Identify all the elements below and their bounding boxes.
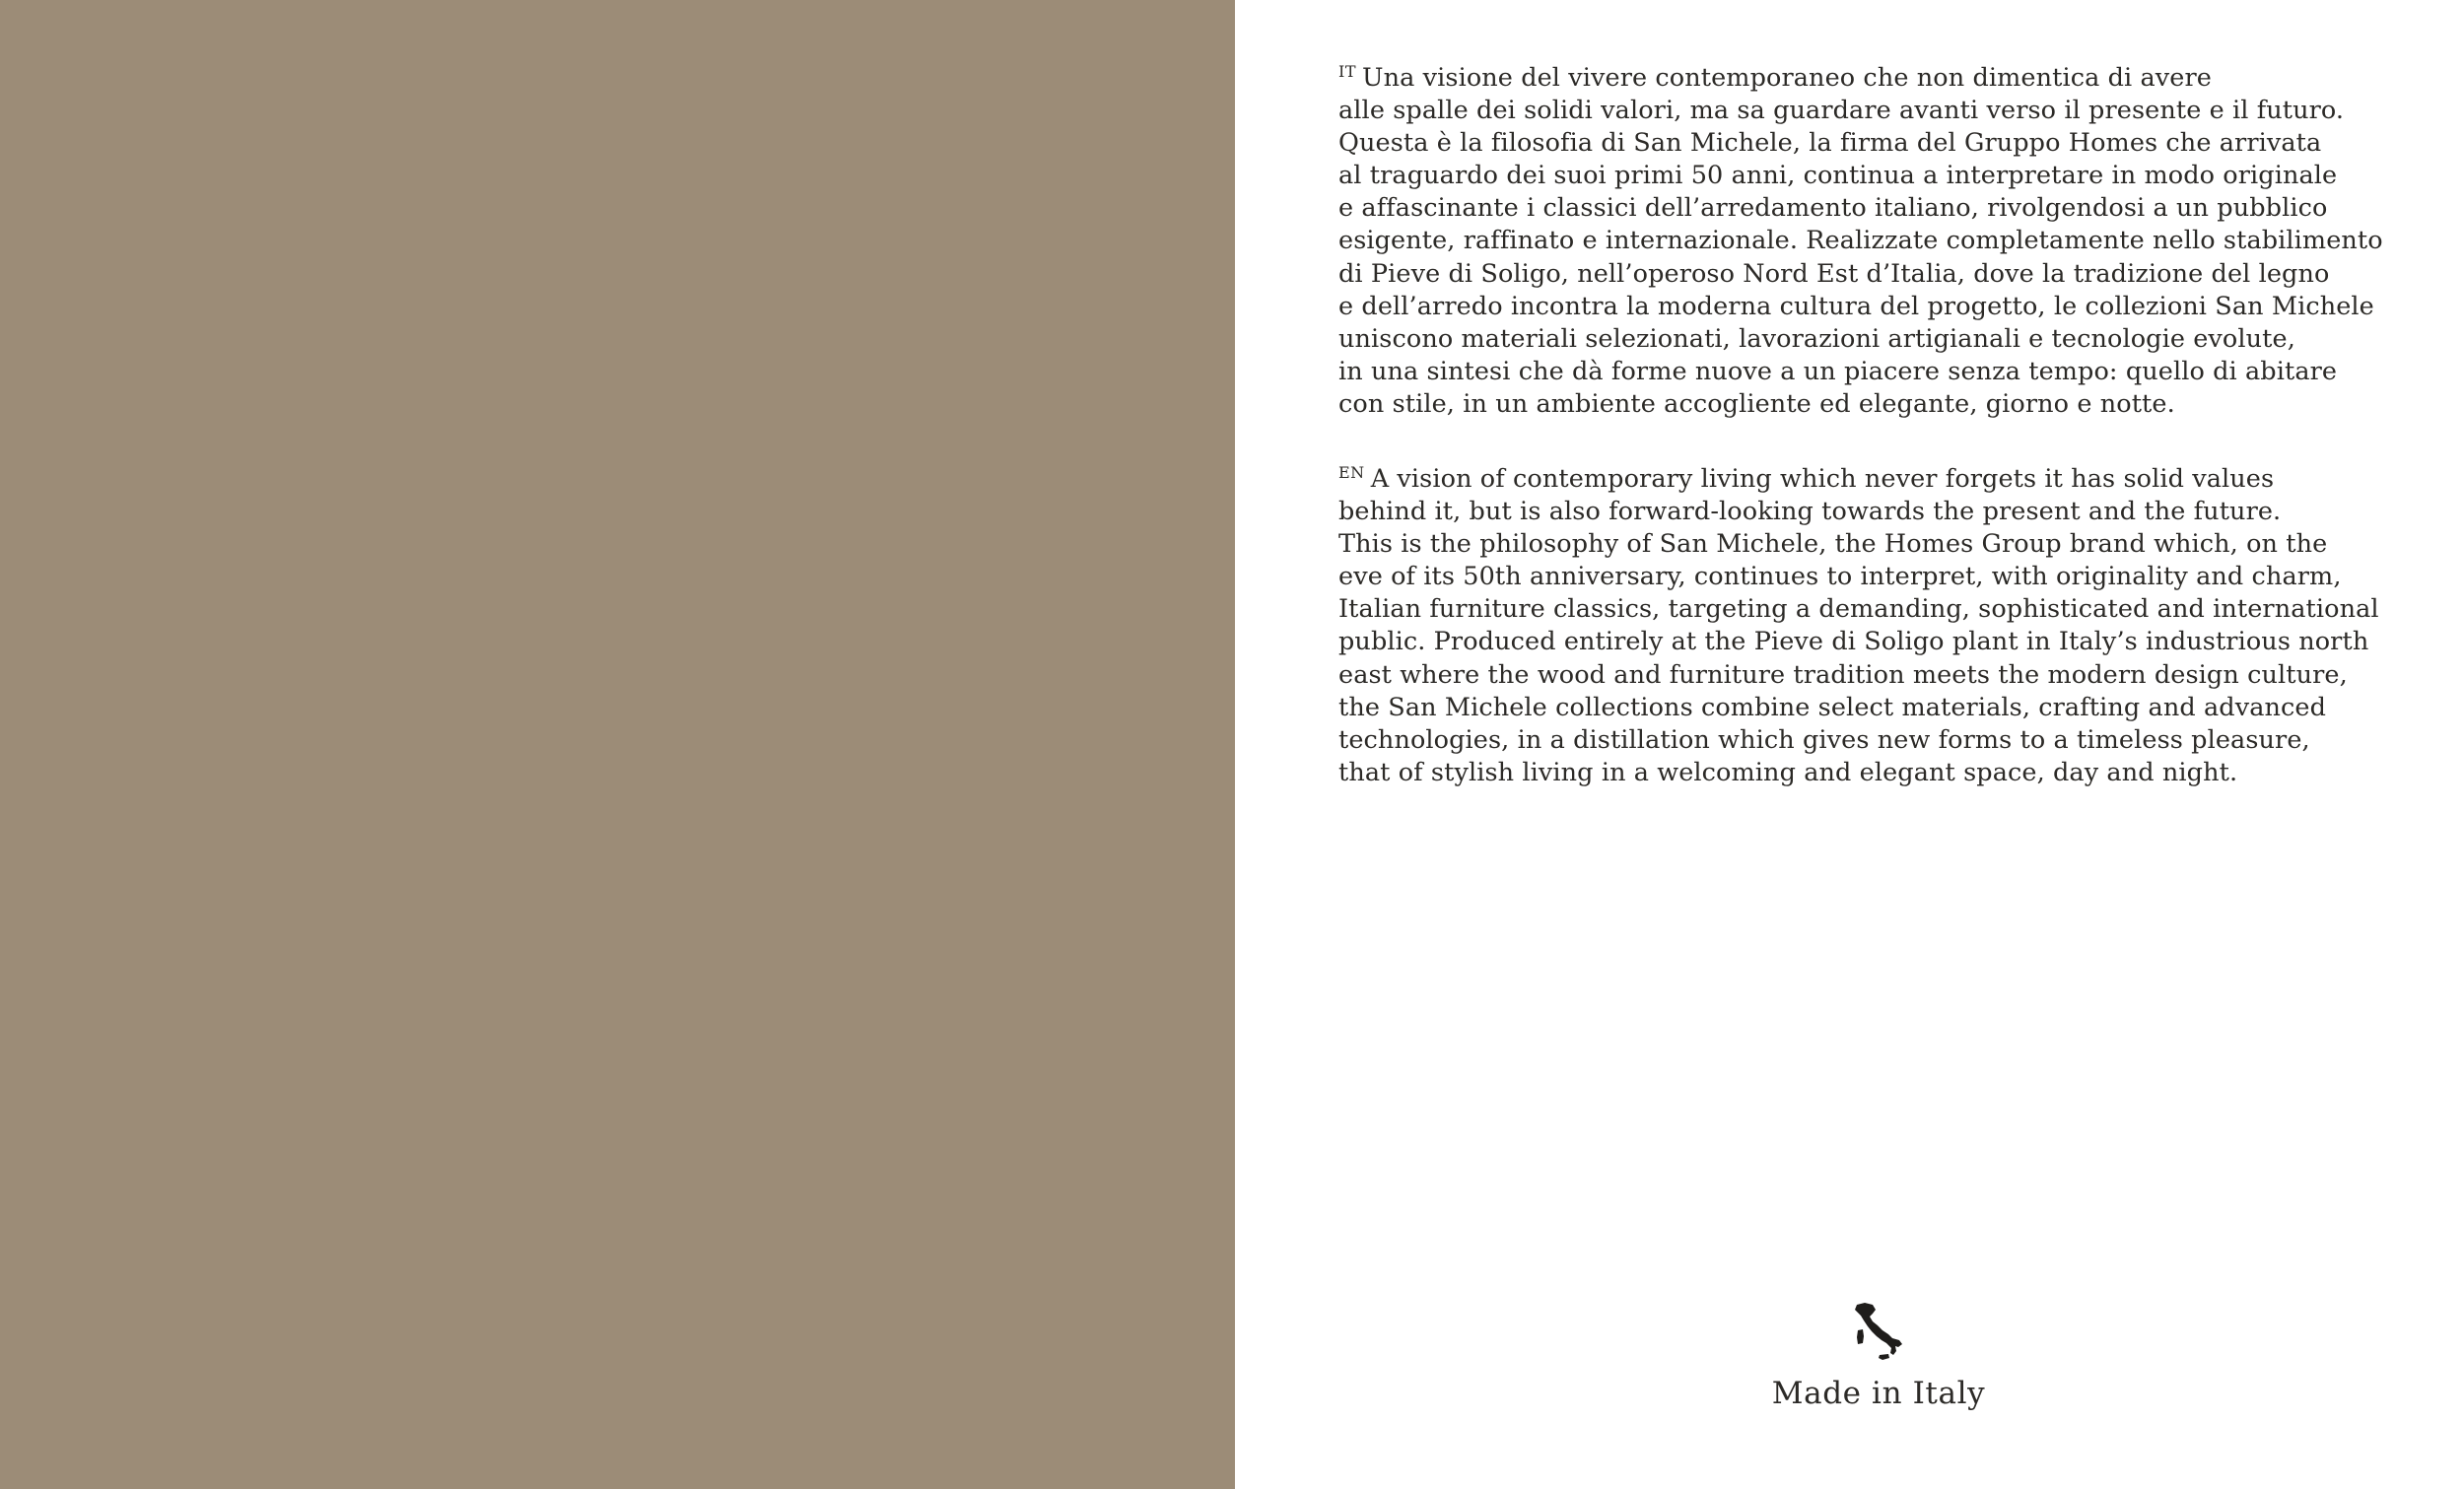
text-line: east where the wood and furniture tradition meets the modern design culture, [1338,659,2348,690]
text-line: alle spalle dei solidi valori, ma sa guardare avanti verso il presente e il futuro. [1338,96,2345,126]
text-line: Questa è la filosofia di San Michele, la firma del Gruppo Homes che arrivata [1338,128,2322,159]
text-line: in una sintesi che dà forme nuove a un piacere senza tempo: quello di abitare [1338,356,2338,386]
text-line: $^{IT}$ Una visione del vivere contemporaneo che non dimentica di avere [1338,62,2212,93]
text-line: $^{EN}$ A vision of contemporary living which never forgets it has solid values [1338,463,2275,494]
made-in-italy-footer [1681,1301,2076,1411]
text-line: the San Michele collections combine select materials, crafting and advanced [1338,692,2327,722]
text-line: behind it, but is also forward-looking towards the present and the future. [1338,497,2282,527]
italy-map-icon [1849,1301,1908,1362]
intro-text-english [1338,456,2442,789]
language-tag-en: EN [1338,463,1365,482]
text-line: Italian furniture classics, targeting a demanding, sophisticated and international [1338,594,2379,625]
text-line: technologies, in a distillation which gives new forms to a timeless pleasure, [1338,724,2310,755]
text-line: al traguardo dei suoi primi 50 anni, continua a interpretare in modo originale [1338,161,2338,191]
made-in-italy-label: Made in Italy [1771,1376,1986,1411]
text-line: e affascinante i classici dell’arredamento italiano, rivolgendosi a un pubblico [1338,193,2328,224]
text-line: public. Produced entirely at the Pieve di Soligo plant in Italy’s industrious north [1338,627,2369,657]
text-line: uniscono materiali selezionati, lavorazioni artigianali e tecnologie evolute, [1338,323,2295,354]
text-line: e dell’arredo incontra la moderna cultura del progetto, le collezioni San Michele [1338,291,2374,321]
text-line: that of stylish living in a welcoming and elegant space, day and night. [1338,757,2238,787]
text-line: This is the philosophy of San Michele, the Homes Group brand which, on the [1338,529,2328,560]
language-tag-it: IT [1338,62,1356,81]
text-line: eve of its 50th anniversary, continues to interpret, with originality and charm, [1338,562,2342,592]
text-line: di Pieve di Soligo, nell’operoso Nord Est d’Italia, dove la tradizione del legno [1338,258,2330,289]
intro-text-italian [1338,55,2442,421]
text-line: con stile, in un ambiente accogliente ed elegante, giorno e notte. [1338,388,2175,419]
text-line: esigente, raffinato e internazionale. Realizzate completamente nello stabilimento [1338,226,2383,256]
